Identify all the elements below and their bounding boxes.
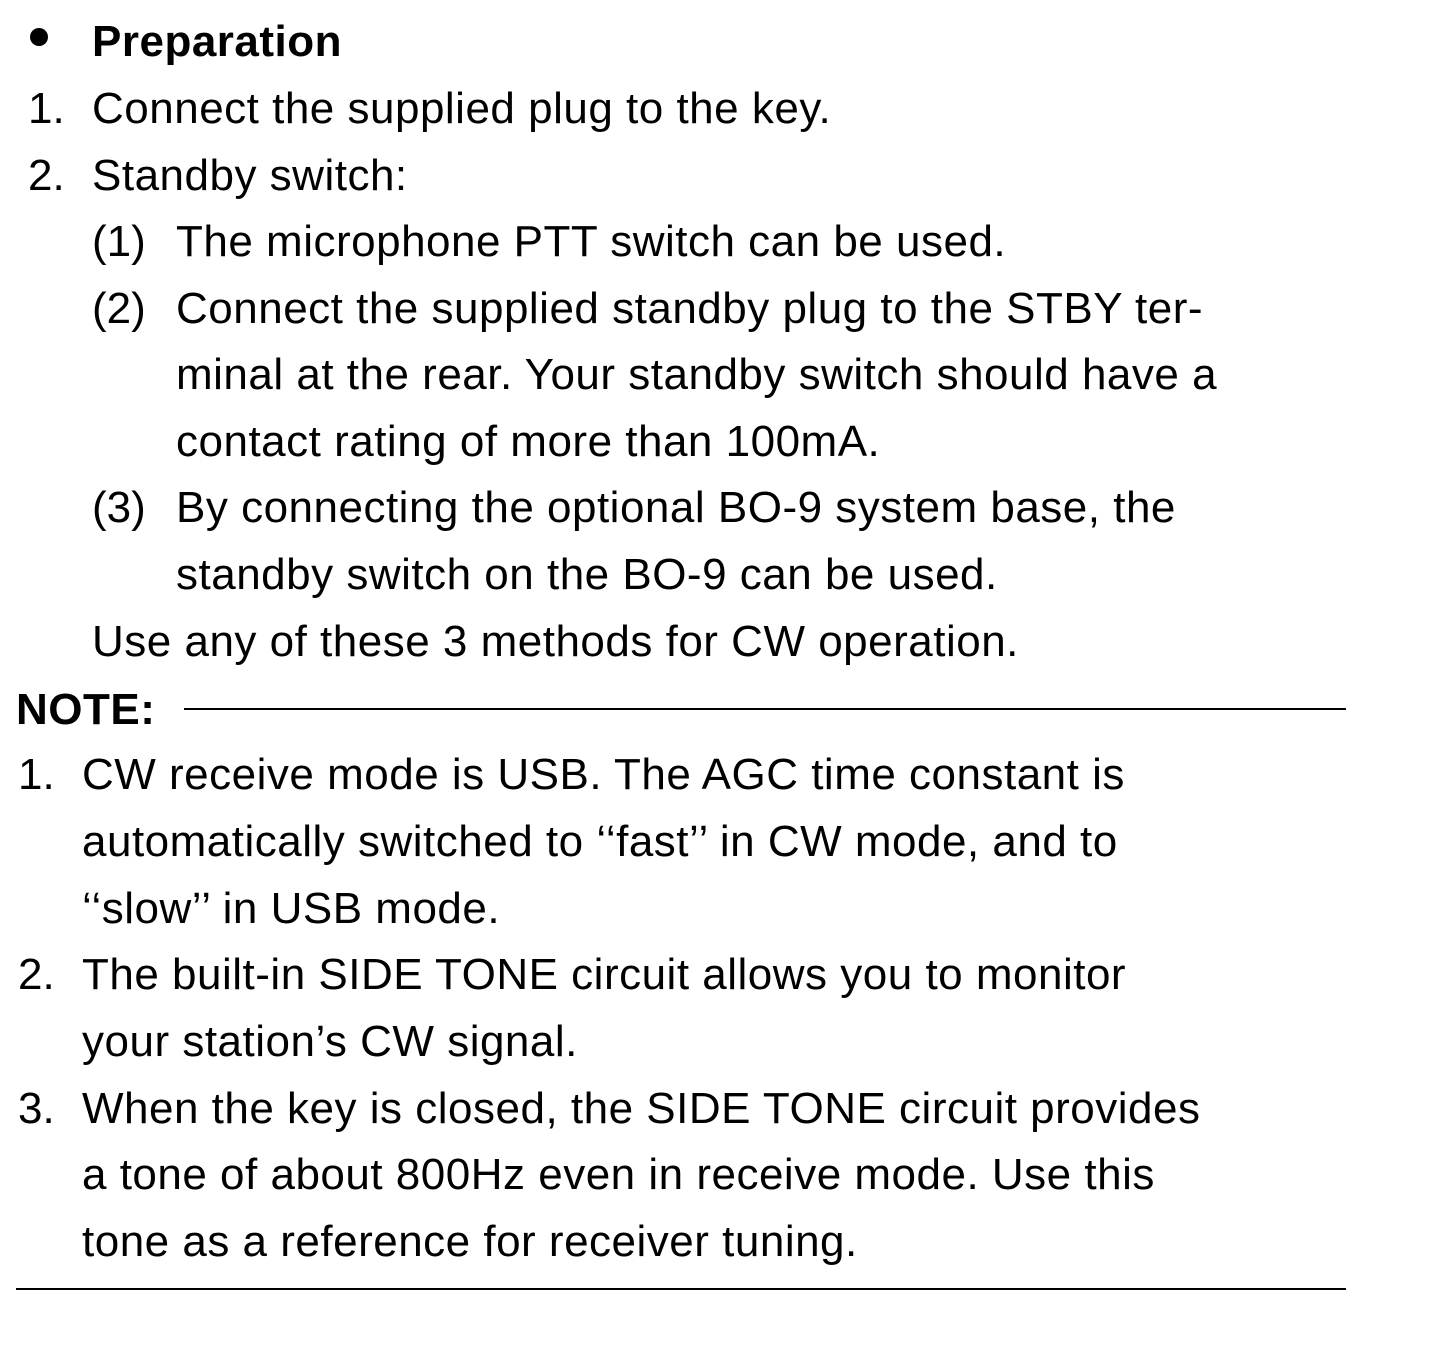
note-bottom-rule (16, 1288, 1346, 1290)
substep-line: The microphone PTT switch can be used. (176, 217, 1007, 266)
note-number: 3. (18, 1084, 55, 1133)
preparation-summary: Use any of these 3 methods for CW operation. (92, 617, 1019, 666)
note-label: NOTE: (16, 685, 156, 734)
substep-line: Connect the supplied standby plug to the STBY ter- (176, 284, 1204, 333)
step-text: Standby switch: (92, 151, 408, 200)
note-line: a tone of about 800Hz even in receive mode. Use this (82, 1150, 1155, 1199)
note-line: tone as a reference for receiver tuning. (82, 1217, 858, 1266)
note-line: When the key is closed, the SIDE TONE circuit provides (82, 1084, 1201, 1133)
substep-number: (3) (92, 483, 146, 532)
note-number: 1. (18, 750, 55, 799)
note-line: ‘‘slow’’ in USB mode. (82, 884, 501, 933)
substep-number: (2) (92, 284, 146, 333)
note-line: The built-in SIDE TONE circuit allows you to monitor (82, 950, 1127, 999)
substep-line: By connecting the optional BO-9 system base, the (176, 483, 1176, 532)
step-number: 1. (28, 84, 65, 133)
substep-line: minal at the rear. Your standby switch should have a (176, 350, 1218, 399)
note-top-rule (184, 708, 1346, 710)
note-line: automatically switched to ‘‘fast’’ in CW mode, and to (82, 817, 1118, 866)
preparation-heading: Preparation (92, 17, 343, 66)
step-text: Connect the supplied plug to the key. (92, 84, 832, 133)
substep-line: standby switch on the BO-9 can be used. (176, 550, 998, 599)
substep-number: (1) (92, 217, 146, 266)
substep-line: contact rating of more than 100mA. (176, 417, 881, 466)
bullet-icon (30, 28, 48, 46)
step-number: 2. (28, 151, 65, 200)
note-line: CW receive mode is USB. The AGC time constant is (82, 750, 1125, 799)
note-number: 2. (18, 950, 55, 999)
note-line: your station’s CW signal. (82, 1017, 578, 1066)
